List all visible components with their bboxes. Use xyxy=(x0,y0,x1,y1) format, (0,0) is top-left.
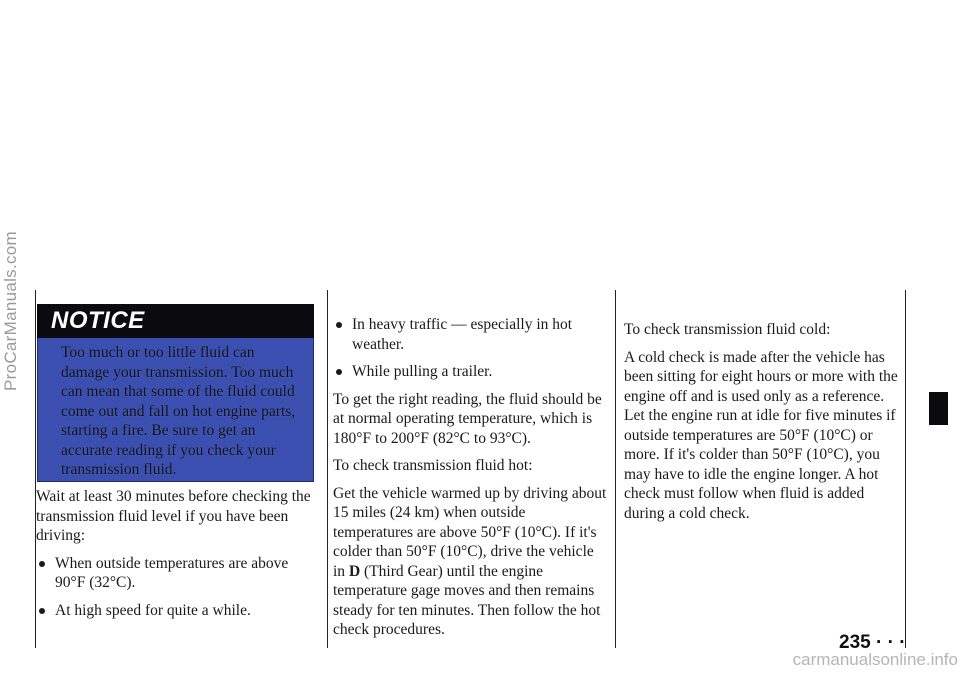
notice-text: Too much or too little fluid can damage your transmission. Too much can mean that some of the fluid could come out and fall on hot engine parts, starting a fire. Be sure to get an accurate reading if you check your transmission fluid. xyxy=(61,344,296,478)
list-item-text: While pulling a trailer. xyxy=(352,363,493,380)
bullet-icon xyxy=(39,561,45,567)
hot-check-text-a: Get the vehicle warmed up by driving about 15 miles (24 km) when outside temperatures are above 50°F (10°C). If it's colder than 50°F (10°C), drive the vehicle in xyxy=(333,484,607,580)
list-item xyxy=(333,362,607,382)
column-rule xyxy=(327,290,328,648)
bullet-icon xyxy=(336,322,342,328)
notice-header xyxy=(37,304,314,338)
bullet-icon xyxy=(336,369,342,375)
side-watermark: ProCarManuals.com xyxy=(1,230,20,392)
page-number-value: 235 xyxy=(839,632,871,653)
notice-title: NOTICE xyxy=(51,307,145,334)
cold-check-heading: To check transmission fluid cold: xyxy=(624,321,831,338)
gear-letter: D xyxy=(348,562,361,580)
page-number-dots: · · · xyxy=(870,632,906,653)
reading-paragraph: To get the right reading, the fluid should be at normal operating temperature, which is 180°F to 200°F (82°C to 93°C). xyxy=(333,390,602,447)
list-item-text: In heavy traffic — especially in hot weather. xyxy=(352,316,573,353)
list-item xyxy=(36,601,318,621)
bottom-watermark: carmanualsonline.info xyxy=(792,650,958,669)
hot-check-text-b: (Third Gear) until the engine temperature gage moves and then remains steady for ten minutes. Then follow the hot check procedures. xyxy=(333,562,601,638)
list-item xyxy=(333,315,607,354)
section-tab-marker xyxy=(929,392,948,425)
column-right xyxy=(624,320,904,531)
list-item-text: When outside temperatures are above 90°F (32°C). xyxy=(55,554,289,591)
cold-check-paragraph: A cold check is made after the vehicle has been sitting for eight hours or more with the engine off and is used only as a reference. Let the engine run at idle for five minutes if outside temperatures are 50°F (10°C) or more. If it's colder than 50°F (10°C), you may have to idle the engine longer. A hot check must follow when fluid is added during a cold check. xyxy=(624,348,898,522)
hot-check-paragraph xyxy=(333,484,607,640)
notice-box xyxy=(37,304,314,482)
list-item xyxy=(36,554,318,593)
column-left xyxy=(36,487,318,628)
column-rule xyxy=(615,290,616,648)
hot-check-heading: To check transmission fluid hot: xyxy=(333,457,533,474)
wait-paragraph: Wait at least 30 minutes before checking the transmission fluid level if you have been driving: xyxy=(36,488,311,544)
column-rule xyxy=(905,290,906,648)
list-item-text: At high speed for quite a while. xyxy=(55,601,251,619)
column-middle xyxy=(333,315,607,648)
bullet-icon xyxy=(39,608,45,614)
